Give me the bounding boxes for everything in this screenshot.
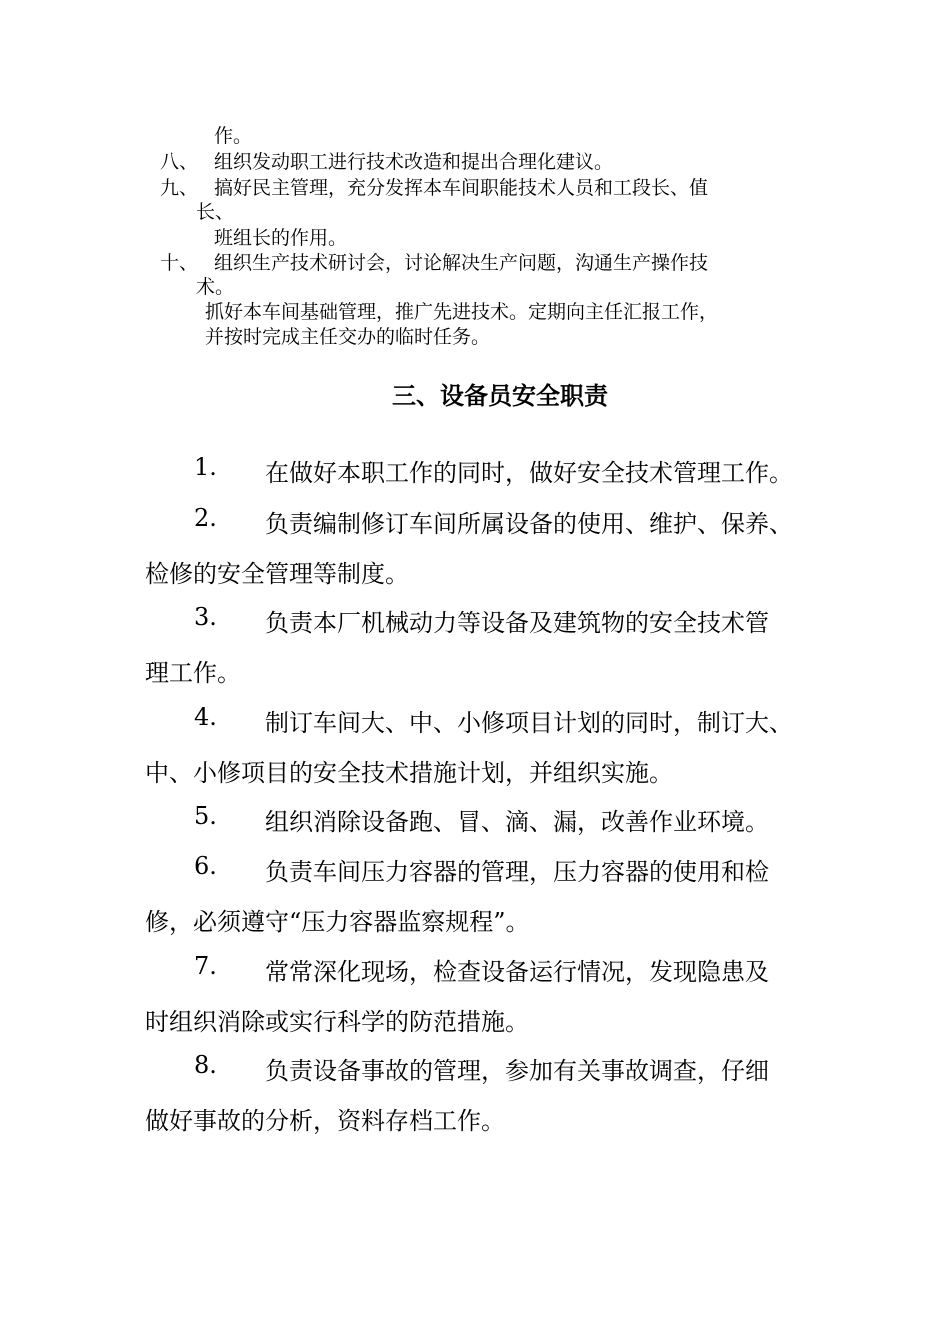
list-item-text-wrap: 术。 (196, 276, 235, 298)
item-text: 负责车间压力容器的管理，压力容器的使用和检 (265, 858, 769, 886)
list-item-number: 八、 (160, 151, 199, 173)
item-text: 负责编制修订车间所属设备的使用、维护、保养、 (265, 510, 793, 538)
item-text: 制订车间大、中、小修项目计划的同时，制订大、 (265, 709, 793, 737)
list-item-text: 组织生产技术研讨会，讨论解决生产问题，沟通生产操作技 (214, 252, 709, 274)
list-item-number: 九、 (160, 177, 199, 199)
item-number: 7. (194, 952, 217, 980)
item-number: 1. (194, 453, 217, 481)
item-number: 5. (194, 802, 217, 830)
item-text: 常常深化现场，检查设备运行情况，发现隐患及 (265, 958, 769, 986)
item-number: 4. (194, 703, 217, 731)
item-text: 在做好本职工作的同时，做好安全技术管理工作。 (265, 459, 793, 487)
list-item-text: 组织发动职工进行技术改造和提出合理化建议。 (214, 151, 614, 173)
item-text-cont: 时组织消除或实行科学的防范措施。 (145, 1008, 529, 1036)
item-text-cont: 做好事故的分析，资料存档工作。 (145, 1107, 505, 1135)
item-number: 2. (194, 504, 217, 532)
carry-over-text: 作。 (214, 125, 253, 147)
list-item-text: 搞好民主管理，充分发挥本车间职能技术人员和工段长、值 (214, 177, 709, 199)
item-number: 3. (194, 603, 217, 631)
list-item-text-cont: 并按时完成主任交办的临时任务。 (205, 326, 491, 348)
section-title: 三、设备员安全职责 (392, 382, 608, 410)
item-text: 负责设备事故的管理，参加有关事故调查，仔细 (265, 1057, 769, 1085)
item-text-cont: 理工作。 (145, 659, 241, 687)
list-item-text-cont: 抓好本车间基础管理，推广先进技术。定期向主任汇报工作， (205, 301, 719, 323)
item-text-cont: 检修的安全管理等制度。 (145, 560, 409, 588)
item-number: 6. (194, 852, 217, 880)
item-text: 负责本厂机械动力等设备及建筑物的安全技术管 (265, 609, 769, 637)
list-item-number: 十、 (160, 252, 199, 274)
list-item-text-cont: 班组长的作用。 (214, 227, 348, 249)
item-number: 8. (194, 1051, 217, 1079)
list-item-text-wrap: 长、 (196, 201, 235, 223)
item-text-cont: 中、小修项目的安全技术措施计划，并组织实施。 (145, 759, 673, 787)
item-text-cont: 修，必须遵守“压力容器监察规程”。 (145, 908, 530, 936)
item-text: 组织消除设备跑、冒、滴、漏，改善作业环境。 (265, 808, 769, 836)
